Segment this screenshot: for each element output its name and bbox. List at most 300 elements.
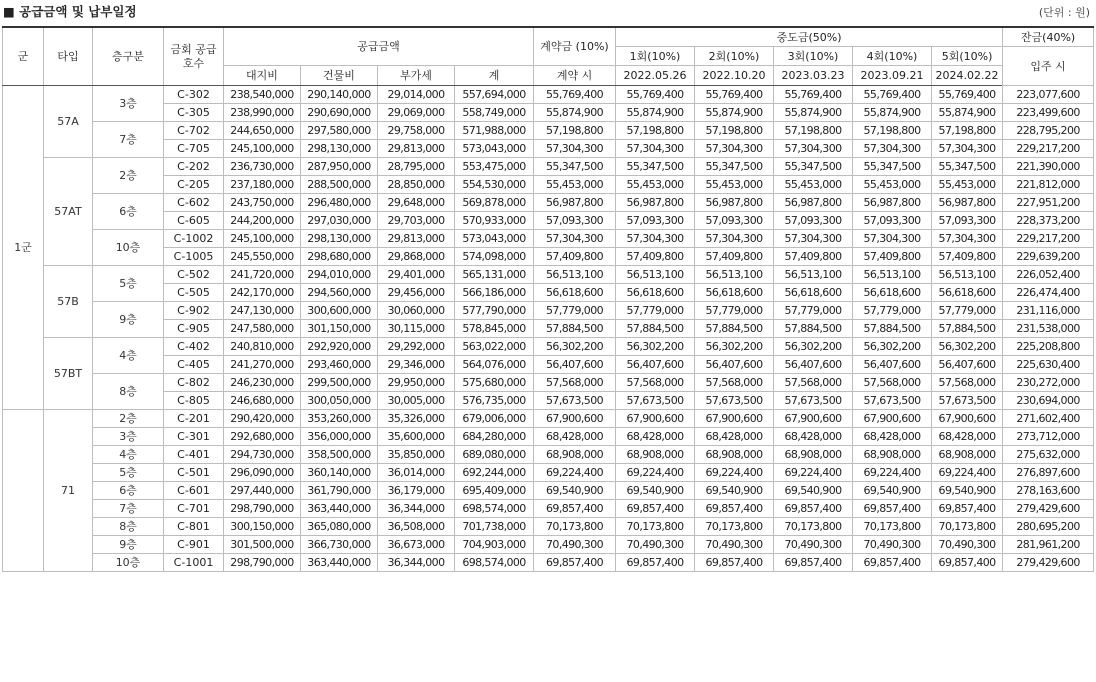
cell-unit: C-601 [164, 482, 224, 500]
table-row [3, 356, 1094, 374]
table-row [3, 158, 1094, 176]
cell-installment: 70,173,800 [616, 518, 695, 536]
cell-installment: 69,224,400 [774, 464, 853, 482]
cell-total: 575,680,000 [455, 374, 534, 392]
cell-building: 363,440,000 [301, 554, 378, 572]
cell-installment: 55,874,900 [616, 104, 695, 122]
unit-note: (단위 : 원) [1038, 6, 1090, 19]
cell-installment: 56,302,200 [853, 338, 932, 356]
cell-installment: 57,093,300 [616, 212, 695, 230]
cell-installment: 55,874,900 [932, 104, 1003, 122]
cell-balance: 228,373,200 [1003, 212, 1094, 230]
cell-deposit: 69,857,400 [534, 554, 616, 572]
cell-balance: 225,208,800 [1003, 338, 1094, 356]
cell-installment: 55,453,000 [774, 176, 853, 194]
cell-installment: 56,407,600 [695, 356, 774, 374]
cell-installment: 55,453,000 [695, 176, 774, 194]
cell-installment: 55,453,000 [853, 176, 932, 194]
cell-floor: 7층 [93, 122, 164, 158]
cell-unit: C-305 [164, 104, 224, 122]
cell-installment: 56,513,100 [774, 266, 853, 284]
cell-installment: 57,198,800 [616, 122, 695, 140]
table-row [3, 230, 1094, 248]
cell-installment: 57,568,000 [932, 374, 1003, 392]
header-vat: 부가세 [378, 66, 455, 86]
cell-balance: 221,390,000 [1003, 158, 1094, 176]
cell-installment: 57,673,500 [616, 392, 695, 410]
table-row [3, 194, 1094, 212]
cell-group: 1군 [3, 86, 44, 410]
cell-balance: 231,538,000 [1003, 320, 1094, 338]
cell-land: 238,540,000 [224, 86, 301, 104]
cell-deposit: 55,769,400 [534, 86, 616, 104]
cell-installment: 57,304,300 [616, 140, 695, 158]
cell-installment: 57,304,300 [695, 230, 774, 248]
cell-balance: 230,694,000 [1003, 392, 1094, 410]
cell-total: 558,749,000 [455, 104, 534, 122]
cell-balance: 225,630,400 [1003, 356, 1094, 374]
cell-deposit: 57,673,500 [534, 392, 616, 410]
cell-floor: 5층 [93, 266, 164, 302]
cell-floor: 3층 [93, 86, 164, 122]
cell-land: 294,730,000 [224, 446, 301, 464]
cell-installment: 56,618,600 [853, 284, 932, 302]
cell-deposit: 55,347,500 [534, 158, 616, 176]
cell-building: 287,950,000 [301, 158, 378, 176]
cell-installment: 55,769,400 [616, 86, 695, 104]
cell-total: 557,694,000 [455, 86, 534, 104]
cell-building: 358,500,000 [301, 446, 378, 464]
cell-installment: 68,908,000 [616, 446, 695, 464]
cell-balance: 278,163,600 [1003, 482, 1094, 500]
header-balance-when: 입주 시 [1003, 47, 1094, 86]
header-installment-label: 4회(10%) [853, 47, 932, 66]
cell-land: 245,100,000 [224, 230, 301, 248]
cell-installment: 57,093,300 [853, 212, 932, 230]
cell-balance: 275,632,000 [1003, 446, 1094, 464]
cell-total: 698,574,000 [455, 500, 534, 518]
table-row [3, 248, 1094, 266]
cell-building: 366,730,000 [301, 536, 378, 554]
cell-installment: 69,857,400 [616, 554, 695, 572]
cell-balance: 279,429,600 [1003, 554, 1094, 572]
cell-installment: 55,453,000 [932, 176, 1003, 194]
cell-total: 695,409,000 [455, 482, 534, 500]
cell-balance: 221,812,000 [1003, 176, 1094, 194]
cell-unit: C-201 [164, 410, 224, 428]
cell-installment: 55,769,400 [853, 86, 932, 104]
cell-building: 293,460,000 [301, 356, 378, 374]
cell-floor: 4층 [93, 446, 164, 464]
cell-installment: 57,304,300 [616, 230, 695, 248]
cell-installment: 57,093,300 [695, 212, 774, 230]
cell-installment: 57,568,000 [774, 374, 853, 392]
cell-installment: 57,673,500 [853, 392, 932, 410]
cell-total: 704,903,000 [455, 536, 534, 554]
cell-vat: 29,069,000 [378, 104, 455, 122]
cell-vat: 35,600,000 [378, 428, 455, 446]
cell-deposit: 57,198,800 [534, 122, 616, 140]
cell-installment: 56,302,200 [695, 338, 774, 356]
cell-building: 290,140,000 [301, 86, 378, 104]
cell-installment: 55,347,500 [853, 158, 932, 176]
cell-installment: 57,779,000 [853, 302, 932, 320]
table-row [3, 176, 1094, 194]
cell-building: 290,690,000 [301, 104, 378, 122]
cell-installment: 69,857,400 [616, 500, 695, 518]
cell-installment: 57,304,300 [853, 230, 932, 248]
cell-building: 294,010,000 [301, 266, 378, 284]
cell-land: 244,650,000 [224, 122, 301, 140]
cell-installment: 55,874,900 [695, 104, 774, 122]
cell-balance: 229,217,200 [1003, 140, 1094, 158]
cell-installment: 56,407,600 [853, 356, 932, 374]
header-installment-label: 1회(10%) [616, 47, 695, 66]
supply-price-table [2, 26, 1094, 572]
cell-land: 243,750,000 [224, 194, 301, 212]
table-row [3, 302, 1094, 320]
cell-balance: 231,116,000 [1003, 302, 1094, 320]
cell-vat: 36,508,000 [378, 518, 455, 536]
cell-deposit: 57,304,300 [534, 140, 616, 158]
cell-building: 294,560,000 [301, 284, 378, 302]
cell-installment: 67,900,600 [616, 410, 695, 428]
cell-installment: 55,347,500 [695, 158, 774, 176]
cell-vat: 29,648,000 [378, 194, 455, 212]
cell-installment: 57,304,300 [774, 140, 853, 158]
cell-building: 299,500,000 [301, 374, 378, 392]
cell-balance: 227,951,200 [1003, 194, 1094, 212]
cell-unit: C-802 [164, 374, 224, 392]
cell-installment: 69,857,400 [695, 500, 774, 518]
cell-unit: C-302 [164, 86, 224, 104]
cell-installment: 69,540,900 [853, 482, 932, 500]
cell-land: 246,230,000 [224, 374, 301, 392]
cell-deposit: 57,884,500 [534, 320, 616, 338]
header-land: 대지비 [224, 66, 301, 86]
cell-installment: 56,513,100 [695, 266, 774, 284]
cell-installment: 56,513,100 [616, 266, 695, 284]
cell-floor: 5층 [93, 464, 164, 482]
table-row [3, 374, 1094, 392]
table-row [3, 284, 1094, 302]
cell-deposit: 67,900,600 [534, 410, 616, 428]
cell-installment: 67,900,600 [932, 410, 1003, 428]
cell-floor: 8층 [93, 374, 164, 410]
cell-vat: 35,326,000 [378, 410, 455, 428]
cell-balance: 281,961,200 [1003, 536, 1094, 554]
cell-floor: 10층 [93, 230, 164, 266]
cell-type: 57B [44, 266, 93, 338]
cell-installment: 57,779,000 [774, 302, 853, 320]
cell-installment: 69,224,400 [853, 464, 932, 482]
cell-installment: 56,987,800 [616, 194, 695, 212]
cell-deposit: 56,513,100 [534, 266, 616, 284]
cell-installment: 57,884,500 [695, 320, 774, 338]
cell-floor: 2층 [93, 158, 164, 194]
cell-unit: C-602 [164, 194, 224, 212]
cell-installment: 67,900,600 [774, 410, 853, 428]
header-installment-date: 2022.05.26 [616, 66, 695, 86]
cell-installment: 69,857,400 [853, 554, 932, 572]
cell-installment: 69,540,900 [616, 482, 695, 500]
cell-installment: 69,540,900 [774, 482, 853, 500]
cell-installment: 57,093,300 [932, 212, 1003, 230]
cell-installment: 69,857,400 [932, 500, 1003, 518]
table-header [3, 27, 1094, 86]
cell-installment: 69,224,400 [932, 464, 1003, 482]
cell-installment: 70,173,800 [695, 518, 774, 536]
cell-installment: 56,618,600 [774, 284, 853, 302]
cell-installment: 69,540,900 [932, 482, 1003, 500]
cell-deposit: 69,224,400 [534, 464, 616, 482]
cell-unit: C-701 [164, 500, 224, 518]
header-floor: 층구분 [93, 27, 164, 86]
cell-total: 679,006,000 [455, 410, 534, 428]
cell-installment: 57,409,800 [853, 248, 932, 266]
cell-floor: 4층 [93, 338, 164, 374]
cell-installment: 57,884,500 [932, 320, 1003, 338]
table-row [3, 464, 1094, 482]
cell-land: 242,170,000 [224, 284, 301, 302]
cell-balance: 229,217,200 [1003, 230, 1094, 248]
cell-vat: 29,014,000 [378, 86, 455, 104]
cell-vat: 30,005,000 [378, 392, 455, 410]
header-installment-date: 2024.02.22 [932, 66, 1003, 86]
cell-vat: 36,344,000 [378, 554, 455, 572]
cell-floor: 6층 [93, 482, 164, 500]
cell-installment: 68,428,000 [853, 428, 932, 446]
cell-installment: 56,407,600 [932, 356, 1003, 374]
cell-type: 71 [44, 410, 93, 572]
cell-vat: 29,868,000 [378, 248, 455, 266]
cell-total: 573,043,000 [455, 230, 534, 248]
cell-vat: 29,346,000 [378, 356, 455, 374]
cell-installment: 57,198,800 [932, 122, 1003, 140]
cell-land: 238,990,000 [224, 104, 301, 122]
cell-building: 353,260,000 [301, 410, 378, 428]
cell-installment: 56,618,600 [695, 284, 774, 302]
cell-installment: 55,769,400 [774, 86, 853, 104]
cell-installment: 68,428,000 [616, 428, 695, 446]
cell-deposit: 56,618,600 [534, 284, 616, 302]
cell-land: 240,810,000 [224, 338, 301, 356]
cell-installment: 56,987,800 [853, 194, 932, 212]
cell-floor: 3층 [93, 428, 164, 446]
cell-vat: 29,292,000 [378, 338, 455, 356]
cell-total: 692,244,000 [455, 464, 534, 482]
cell-building: 298,680,000 [301, 248, 378, 266]
table-row [3, 536, 1094, 554]
cell-deposit: 56,302,200 [534, 338, 616, 356]
cell-installment: 68,908,000 [932, 446, 1003, 464]
cell-land: 241,720,000 [224, 266, 301, 284]
cell-land: 246,680,000 [224, 392, 301, 410]
cell-installment: 68,428,000 [695, 428, 774, 446]
cell-type: 57BT [44, 338, 93, 410]
header-installment-label: 3회(10%) [774, 47, 853, 66]
cell-balance: 226,474,400 [1003, 284, 1094, 302]
cell-deposit: 69,540,900 [534, 482, 616, 500]
cell-vat: 35,850,000 [378, 446, 455, 464]
cell-balance: 228,795,200 [1003, 122, 1094, 140]
header-deposit: 계약금 (10%) [534, 27, 616, 66]
cell-installment: 68,428,000 [774, 428, 853, 446]
cell-vat: 30,060,000 [378, 302, 455, 320]
cell-installment: 57,568,000 [616, 374, 695, 392]
cell-total: 574,098,000 [455, 248, 534, 266]
cell-installment: 56,987,800 [774, 194, 853, 212]
cell-deposit: 69,857,400 [534, 500, 616, 518]
table-row [3, 428, 1094, 446]
cell-deposit: 70,490,300 [534, 536, 616, 554]
header-installment-date: 2023.09.21 [853, 66, 932, 86]
cell-unit: C-505 [164, 284, 224, 302]
cell-floor: 2층 [93, 410, 164, 428]
cell-land: 297,440,000 [224, 482, 301, 500]
header-installment-label: 2회(10%) [695, 47, 774, 66]
cell-unit: C-905 [164, 320, 224, 338]
cell-unit: C-405 [164, 356, 224, 374]
cell-deposit: 57,093,300 [534, 212, 616, 230]
cell-unit: C-901 [164, 536, 224, 554]
cell-installment: 69,857,400 [774, 554, 853, 572]
cell-installment: 69,857,400 [853, 500, 932, 518]
cell-installment: 55,347,500 [932, 158, 1003, 176]
header-group: 군 [3, 27, 44, 86]
cell-installment: 68,908,000 [853, 446, 932, 464]
cell-total: 698,574,000 [455, 554, 534, 572]
cell-installment: 57,304,300 [695, 140, 774, 158]
cell-total: 554,530,000 [455, 176, 534, 194]
cell-balance: 223,499,600 [1003, 104, 1094, 122]
cell-installment: 67,900,600 [695, 410, 774, 428]
table-row [3, 86, 1094, 104]
cell-installment: 55,874,900 [774, 104, 853, 122]
cell-land: 296,090,000 [224, 464, 301, 482]
cell-land: 301,500,000 [224, 536, 301, 554]
cell-balance: 226,052,400 [1003, 266, 1094, 284]
cell-floor: 6층 [93, 194, 164, 230]
cell-installment: 57,304,300 [774, 230, 853, 248]
table-row [3, 410, 1094, 428]
cell-vat: 29,703,000 [378, 212, 455, 230]
cell-vat: 29,401,000 [378, 266, 455, 284]
cell-installment: 69,224,400 [616, 464, 695, 482]
cell-unit: C-401 [164, 446, 224, 464]
cell-deposit: 57,304,300 [534, 230, 616, 248]
cell-installment: 57,409,800 [774, 248, 853, 266]
cell-installment: 69,540,900 [695, 482, 774, 500]
table-row [3, 554, 1094, 572]
cell-unit: C-805 [164, 392, 224, 410]
cell-vat: 29,456,000 [378, 284, 455, 302]
cell-floor: 8층 [93, 518, 164, 536]
cell-group [3, 410, 44, 572]
cell-unit: C-1001 [164, 554, 224, 572]
table-row [3, 500, 1094, 518]
table-row [3, 482, 1094, 500]
cell-vat: 36,673,000 [378, 536, 455, 554]
cell-deposit: 56,987,800 [534, 194, 616, 212]
cell-unit: C-301 [164, 428, 224, 446]
cell-deposit: 70,173,800 [534, 518, 616, 536]
cell-installment: 57,673,500 [774, 392, 853, 410]
header-installment-date: 2022.10.20 [695, 66, 774, 86]
cell-total: 578,845,000 [455, 320, 534, 338]
cell-unit: C-705 [164, 140, 224, 158]
cell-unit: C-801 [164, 518, 224, 536]
cell-installment: 69,857,400 [932, 554, 1003, 572]
cell-vat: 29,950,000 [378, 374, 455, 392]
section-title: ■ 공급금액 및 납부일정 [3, 4, 137, 19]
cell-unit: C-502 [164, 266, 224, 284]
cell-balance: 229,639,200 [1003, 248, 1094, 266]
cell-vat: 30,115,000 [378, 320, 455, 338]
cell-building: 288,500,000 [301, 176, 378, 194]
cell-installment: 55,769,400 [695, 86, 774, 104]
cell-installment: 56,302,200 [932, 338, 1003, 356]
cell-installment: 56,987,800 [695, 194, 774, 212]
cell-installment: 68,908,000 [695, 446, 774, 464]
cell-building: 300,600,000 [301, 302, 378, 320]
header-balance: 잔금(40%) [1003, 27, 1094, 47]
cell-unit: C-202 [164, 158, 224, 176]
cell-installment: 56,987,800 [932, 194, 1003, 212]
cell-land: 298,790,000 [224, 500, 301, 518]
cell-installment: 57,304,300 [932, 140, 1003, 158]
cell-unit: C-702 [164, 122, 224, 140]
cell-total: 565,131,000 [455, 266, 534, 284]
header-total: 계 [455, 66, 534, 86]
cell-vat: 29,813,000 [378, 230, 455, 248]
cell-installment: 57,093,300 [774, 212, 853, 230]
cell-installment: 56,618,600 [932, 284, 1003, 302]
cell-installment: 56,302,200 [616, 338, 695, 356]
cell-deposit: 55,874,900 [534, 104, 616, 122]
cell-total: 564,076,000 [455, 356, 534, 374]
cell-balance: 223,077,600 [1003, 86, 1094, 104]
cell-land: 245,100,000 [224, 140, 301, 158]
cell-installment: 70,173,800 [774, 518, 853, 536]
cell-unit: C-1005 [164, 248, 224, 266]
header-installment-label: 5회(10%) [932, 47, 1003, 66]
cell-installment: 57,779,000 [695, 302, 774, 320]
cell-total: 570,933,000 [455, 212, 534, 230]
cell-total: 689,080,000 [455, 446, 534, 464]
cell-total: 563,022,000 [455, 338, 534, 356]
cell-vat: 28,850,000 [378, 176, 455, 194]
cell-installment: 56,302,200 [774, 338, 853, 356]
cell-building: 296,480,000 [301, 194, 378, 212]
cell-floor: 9층 [93, 536, 164, 554]
cell-installment: 70,173,800 [932, 518, 1003, 536]
cell-installment: 55,453,000 [616, 176, 695, 194]
cell-land: 241,270,000 [224, 356, 301, 374]
cell-unit: C-501 [164, 464, 224, 482]
cell-deposit: 68,908,000 [534, 446, 616, 464]
table-row [3, 266, 1094, 284]
cell-total: 569,878,000 [455, 194, 534, 212]
cell-land: 247,580,000 [224, 320, 301, 338]
cell-vat: 29,813,000 [378, 140, 455, 158]
table-row [3, 122, 1094, 140]
cell-balance: 280,695,200 [1003, 518, 1094, 536]
cell-vat: 36,344,000 [378, 500, 455, 518]
cell-land: 244,200,000 [224, 212, 301, 230]
cell-installment: 57,779,000 [932, 302, 1003, 320]
cell-installment: 57,568,000 [853, 374, 932, 392]
